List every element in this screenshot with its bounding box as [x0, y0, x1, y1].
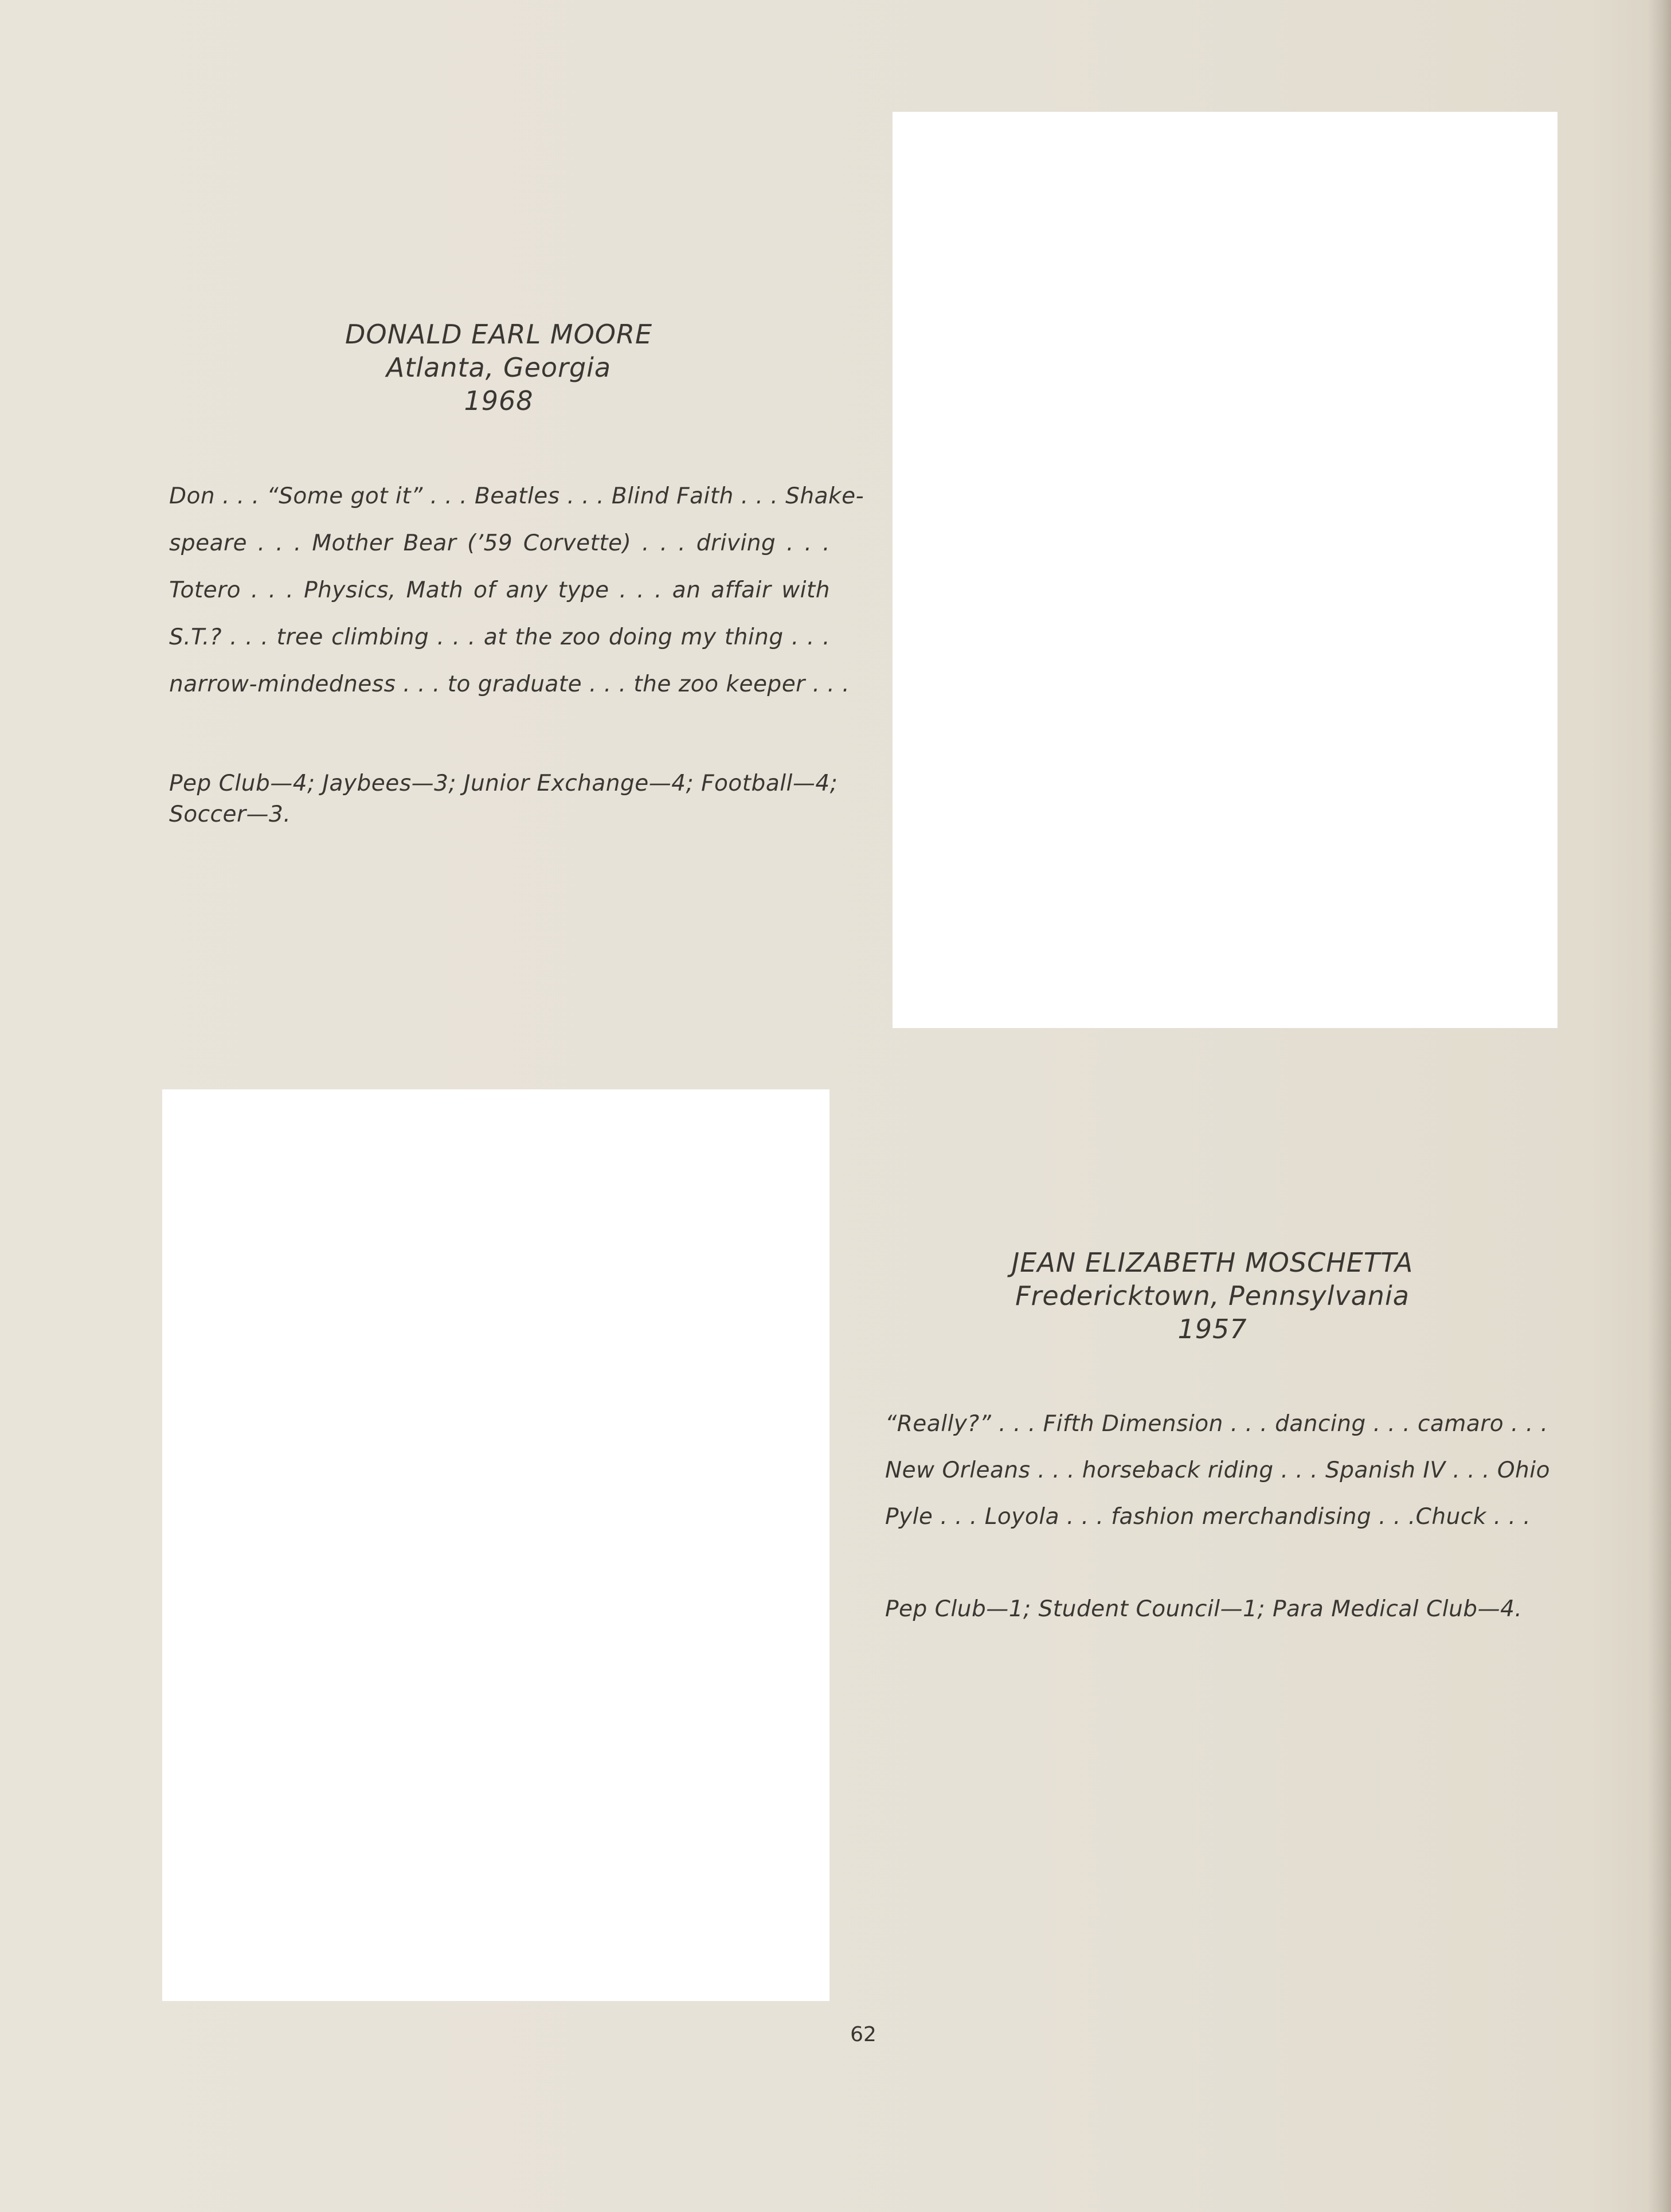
page-edge-shadow: [1648, 0, 1671, 2212]
activities-moschetta: [885, 1594, 1541, 1625]
student-year: 1957: [1177, 1314, 1247, 1345]
blurb-line: S.T.? . . . tree climbing . . . at the zoo doing my thing . . .: [169, 624, 830, 650]
senior-blurb-moschetta: [885, 1409, 1550, 1549]
student-name: JEAN ELIZABETH MOSCHETTA: [1011, 1247, 1414, 1278]
activities-line: Soccer—3.: [169, 802, 291, 827]
activities-line: Pep Club—1; Student Council—1; Para Medical Club—4.: [885, 1596, 1523, 1622]
student-year: 1968: [464, 385, 534, 416]
blurb-line: “Really?” . . . Fifth Dimension . . . dancing . . . camaro . . .: [885, 1411, 1548, 1437]
student-hometown: Atlanta, Georgia: [386, 352, 612, 383]
blurb-line: narrow-mindedness . . . to graduate . . . the zoo keeper . . .: [169, 671, 850, 697]
blurb-line: Don . . . “Some got it” . . . Beatles . . . Blind Faith . . . Shake-: [169, 483, 864, 509]
activities-line: Pep Club—4; Jaybees—3; Junior Exchange—4; Football—4;: [169, 771, 838, 796]
portrait-photo-moore: [893, 112, 1557, 1028]
portrait-photo-moschetta: [162, 1089, 829, 2001]
blurb-line: Totero . . . Physics, Math of any type . . . an affair with: [169, 577, 830, 603]
activities-moore: [169, 768, 838, 830]
student-hometown: Fredericktown, Pennsylvania: [1015, 1280, 1410, 1311]
senior-header-moschetta: [883, 1246, 1542, 1346]
blurb-line: speare . . . Mother Bear (’59 Corvette) . . . driving . . .: [169, 530, 830, 556]
blurb-line: New Orleans . . . horseback riding . . . Spanish IV . . . Ohio: [885, 1457, 1550, 1483]
blurb-line: Pyle . . . Loyola . . . fashion merchandising . . .Chuck . . .: [885, 1504, 1531, 1530]
page-number: 62: [850, 2023, 876, 2046]
student-name: DONALD EARL MOORE: [345, 319, 653, 350]
senior-blurb-moore: [169, 482, 864, 717]
senior-header-moore: [166, 318, 831, 417]
